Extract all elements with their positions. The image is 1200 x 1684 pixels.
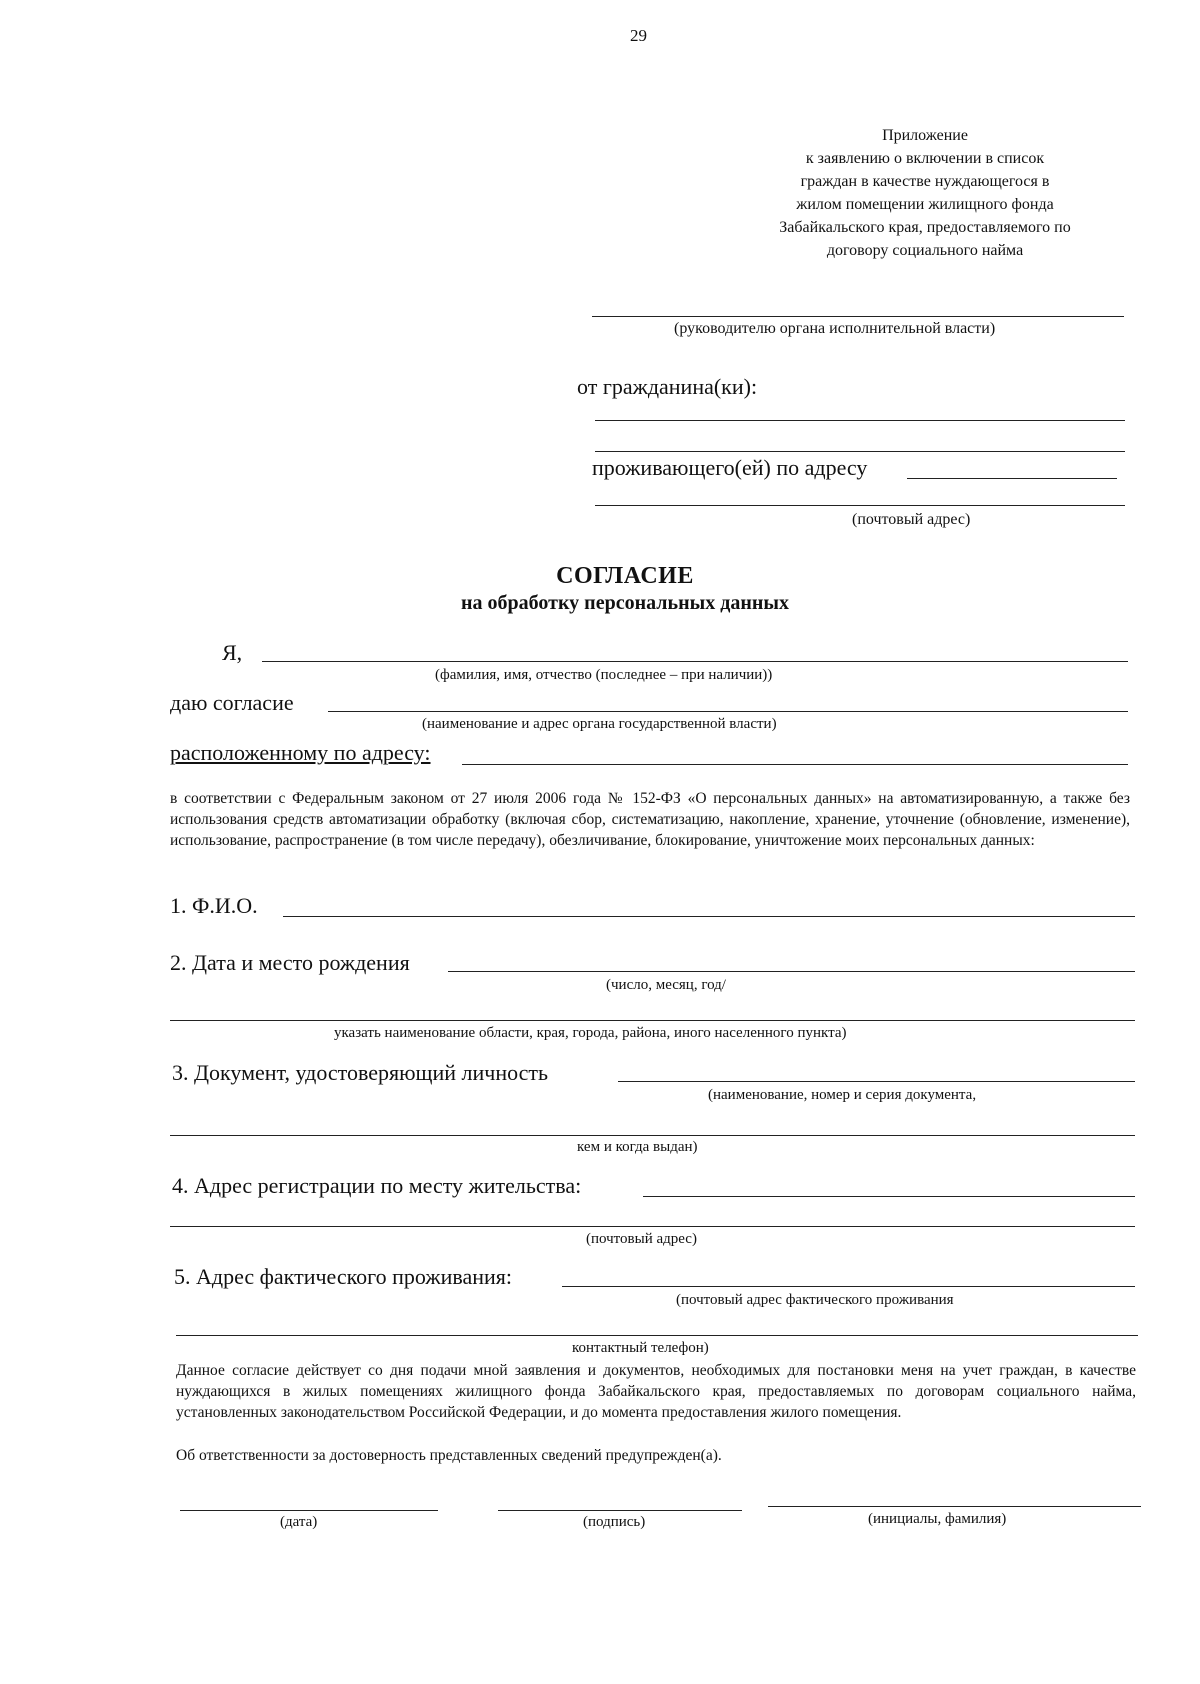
item-fio-label: 1. Ф.И.О.	[170, 893, 258, 918]
page-number: 29	[630, 26, 647, 45]
id-caption-2: кем и когда выдан)	[577, 1139, 698, 1155]
org-field-line	[328, 711, 1128, 712]
fact-caption-2: контактный телефон)	[572, 1340, 709, 1356]
appendix-line: жилом помещении жилищного фонда	[796, 196, 1054, 213]
addressee-line	[592, 316, 1124, 317]
from-label: от гражданина(ки):	[577, 374, 758, 399]
signature-caption: (подпись)	[583, 1514, 646, 1530]
item-id-doc-label: 3. Документ, удостоверяющий личность	[172, 1060, 549, 1085]
from-line-2	[595, 451, 1125, 452]
birth-caption-2: указать наименование области, края, города, района, иного населенного пункта)	[334, 1025, 847, 1041]
item-fio-line	[283, 916, 1135, 917]
fio-field-line	[262, 661, 1128, 662]
item-reg-address-line	[643, 1196, 1135, 1197]
item-birth-label: 2. Дата и место рождения	[170, 950, 410, 975]
date-line	[180, 1510, 438, 1511]
item-fact-address-label: 5. Адрес фактического проживания:	[174, 1264, 512, 1289]
located-field-line	[462, 764, 1128, 765]
appendix-line: граждан в качестве нуждающегося в	[800, 173, 1050, 190]
fio-caption: (фамилия, имя, отчество (последнее – при наличии))	[435, 667, 773, 683]
reg-address-line-2	[170, 1226, 1135, 1227]
reg-caption: (почтовый адрес)	[586, 1231, 697, 1247]
id-caption-1: (наименование, номер и серия документа,	[708, 1087, 977, 1103]
item-id-doc-line	[618, 1081, 1135, 1082]
fact-caption-1: (почтовый адрес фактического проживания	[676, 1292, 954, 1308]
birth-place-line	[170, 1020, 1135, 1021]
document-subtitle: на обработку персональных данных	[461, 592, 789, 614]
appendix-block	[720, 124, 1130, 262]
appendix-line: Забайкальского края, предоставляемого по	[779, 219, 1071, 236]
date-caption: (дата)	[280, 1514, 318, 1530]
appendix-title: Приложение	[882, 127, 968, 144]
appendix-line: к заявлению о включении в список	[805, 150, 1045, 167]
item-birth-line	[448, 971, 1135, 972]
i-label: Я,	[222, 640, 243, 665]
name-line	[768, 1506, 1141, 1507]
postal-caption: (почтовый адрес)	[852, 511, 971, 528]
appendix-line: договору социального найма	[826, 242, 1024, 259]
document-title: СОГЛАСИЕ	[556, 563, 694, 589]
located-label: расположенному по адресу:	[170, 740, 431, 765]
item-fact-address-line	[562, 1286, 1135, 1287]
residing-line-2	[595, 505, 1125, 506]
id-issued-line	[170, 1135, 1135, 1136]
consent-body: в соответствии с Федеральным законом от 27 июля 2006 года № 152-ФЗ «О персональных данных» на автоматизированную, а также без использования средств автоматизации обработку (включая сбор, систематизацию, накопление, хранение, уточнение (обновление, изменение), использование, распространение (в том числе передачу), обезличивание, блокирование, уничтожение моих персональных данных:	[170, 790, 1130, 849]
from-line-1	[595, 420, 1125, 421]
org-caption: (наименование и адрес органа государственной власти)	[422, 716, 777, 732]
residing-label: проживающего(ей) по адресу	[592, 455, 868, 480]
name-caption: (инициалы, фамилия)	[868, 1511, 1007, 1527]
residing-line	[907, 478, 1117, 479]
contact-phone-line	[176, 1335, 1138, 1336]
give-consent-label: даю согласие	[170, 690, 294, 715]
addressee-caption: (руководителю органа исполнительной власти)	[674, 320, 996, 337]
responsibility-statement: Об ответственности за достоверность представленных сведений предупрежден(а).	[176, 1447, 722, 1464]
item-reg-address-label: 4. Адрес регистрации по месту жительства:	[172, 1173, 582, 1198]
validity-paragraph: Данное согласие действует со дня подачи мной заявления и документов, необходимых для постановки меня на учет граждан, в качестве нуждающихся в жилых помещениях жилищного фонда Забайкальского края, предоставляемых по договорам социального найма, установленных законодательством Российской Федерации, и до момента предоставления жилого помещения.	[176, 1362, 1136, 1421]
birth-caption-1: (число, месяц, год/	[606, 977, 726, 993]
signature-line	[498, 1510, 742, 1511]
